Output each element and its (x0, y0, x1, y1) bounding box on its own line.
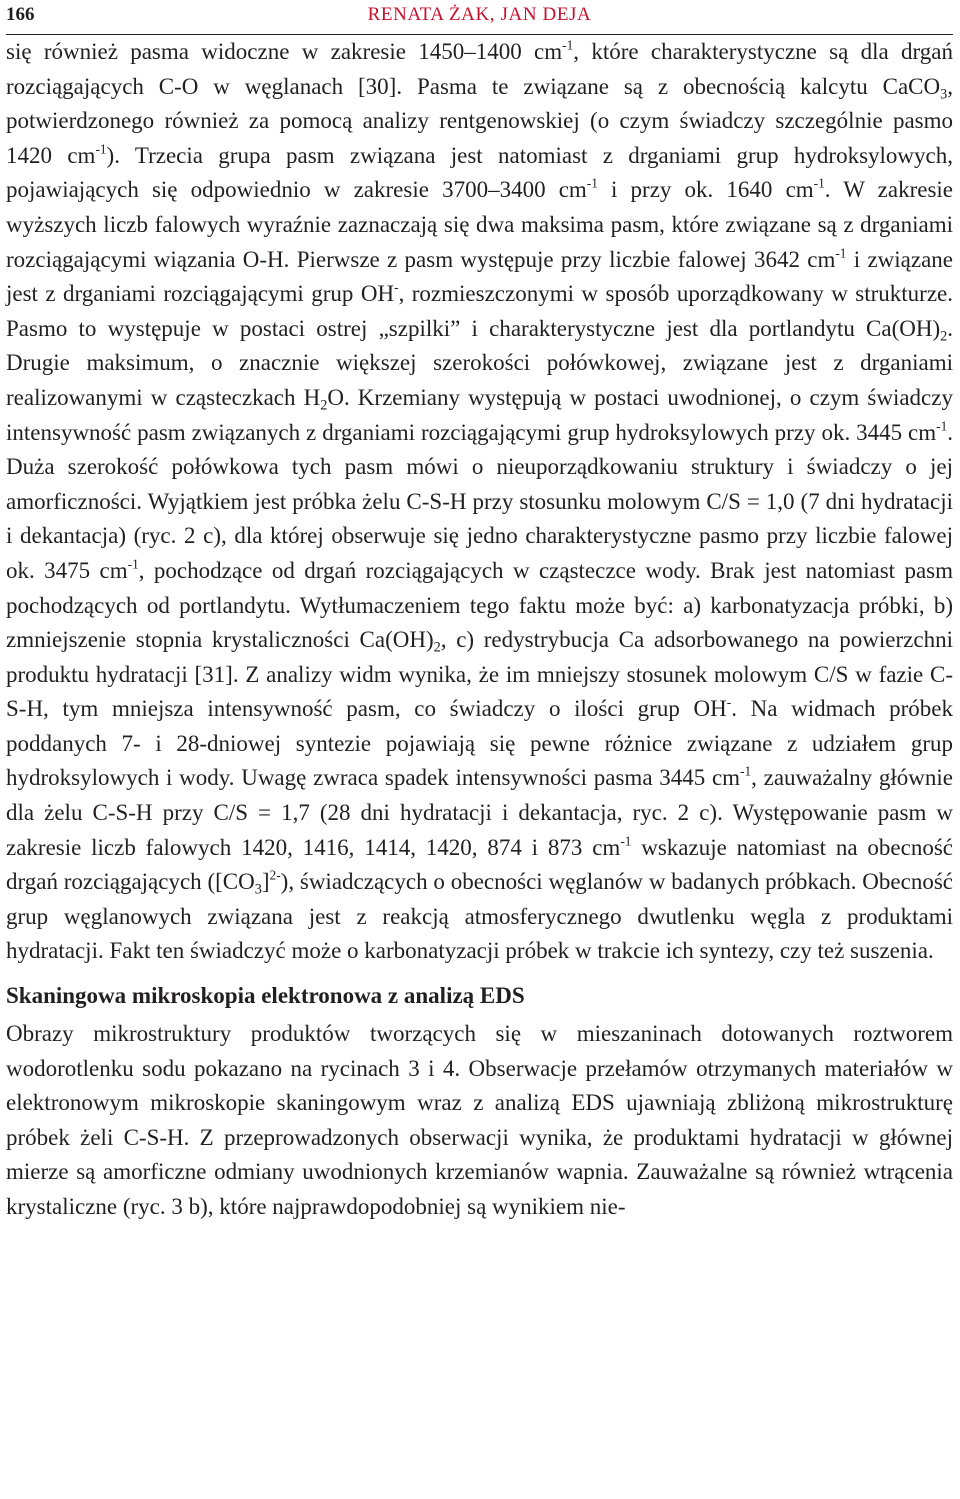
running-header-authors: RENATA ŻAK, JAN DEJA (367, 4, 592, 25)
page-number: 166 (6, 4, 35, 25)
body-paragraph-2: Obrazy mikrostruktury produktów tworzących się w mieszaninach dotowanych roztworem wodorotlenku sodu pokazano na rycinach 3 i 4. Obserwacje przełamów otrzymanych materiałów w elektronowym mikroskopie skaningowym wraz z analizą EDS ujawniają zbliżoną mikrostrukturę próbek żeli C-S-H. Z przeprowadzonych obserwacji wynika, że produktami hydratacji w głównej mierze są amorficzne odmiany uwodnionych krzemianów wapnia. Zauważalne są również wtrącenia krystaliczne (ryc. 3 b), które najprawdopodobniej są wynikiem nie- (6, 1021, 953, 1219)
running-header (6, 0, 953, 35)
section-heading: Skaningowa mikroskopia elektronowa z analizą EDS (6, 983, 525, 1009)
body-paragraph-1: się również pasma widoczne w zakresie 1450–1400 $cm^{-1}$, które charakterystyczne są dla drgań rozciągających C-O w węglanach [30]. Pasma te związane są z obecnością kalcytu CaCO$_3$, potwierdzonego również za pomocą analizy rentgenowskiej (o czym świadczy szczególnie pasmo 1420 $cm^{-1}$). Trzecia grupa pasm związana jest natomiast z drganiami grup hydroksylowych, pojawiających się odpowiednio w zakresie 3700–3400 $cm^{-1}$ i przy ok. 1640 $cm^{-1}$. W zakresie wyższych liczb falowych wyraźnie zaznaczają się dwa maksima pasm, które związane są z drganiami rozciągającymi wiązania O-H. Pierwsze z pasm występuje przy liczbie falowej 3642 $cm^{-1}$ i związane jest z drganiami rozciągającymi grup OH-, rozmieszczonymi w sposób uporządkowany w strukturze. Pasmo to występuje w postaci ostrej „szpilki” i charakterystyczne jest dla portlandytu $Ca(OH)_2$. Drugie maksimum, o znacznie większej szerokości połówkowej, związane jest z drganiami realizowanymi w cząsteczkach $H_2O$. Krzemiany występują w postaci uwodnionej, o czym świadczy intensywność pasm związanych z drganiami rozciągającymi grup hydroksylowych przy ok. 3445 $cm^{-1}$. Duża szerokość połówkowa tych pasm mówi o nieuporządkowaniu struktury i świadczy o jej amorficzności. Wyjątkiem jest próbka żelu C-S-H przy stosunku molowym C/S = 1,0 (7 dni hydratacji i dekantacja) (ryc. 2 c), dla której obserwuje się jedno charakterystyczne pasmo przy liczbie falowej ok. 3475 $cm^{-1}$, pochodzące od drgań rozciągających w cząsteczce wody. Brak jest natomiast pasm pochodzących od portlandytu. Wytłumaczeniem tego faktu może być: a) karbonatyzacja próbki, b) zmniejszenie stopnia krystaliczności $Ca(OH)_2$, c) redystrybucja Ca adsorbowanego na powierzchni produktu hydratacji [31]. Z analizy widm wynika, że im mniejszy stosunek molowym C/S w fazie C-S-H, tym mniejsza intensywność pasm, co świadczy o ilości grup OH-. Na widmach próbek poddanych 7- i 28-dniowej syntezie pojawiają się pewne różnice związane z udziałem grup hydroksylowych i wody. Uwagę zwraca spadek intensywności pasma 3445 $cm^{-1}$, zauważalny głównie dla żelu C-S-H przy C/S = 1,7 (28 dni hydratacji i dekantacja, ryc. 2 c). Występowanie pasm w zakresie liczb falowych 1420, 1416, 1414, 1420, 874 i 873 $cm^{-1}$ wskazuje natomiast na obecność drgań rozciągających $([CO_3]^{2-})$, świadczących o obecności węglanów w badanych próbkach. Obecność grup węglanowych związana jest z reakcją atmosferycznego dwutlenku węgla z produktami hydratacji. Fakt ten świadczyć może o karbonatyzacji próbek w trakcie ich syntezy, czy też suszenia. (6, 37, 954, 964)
